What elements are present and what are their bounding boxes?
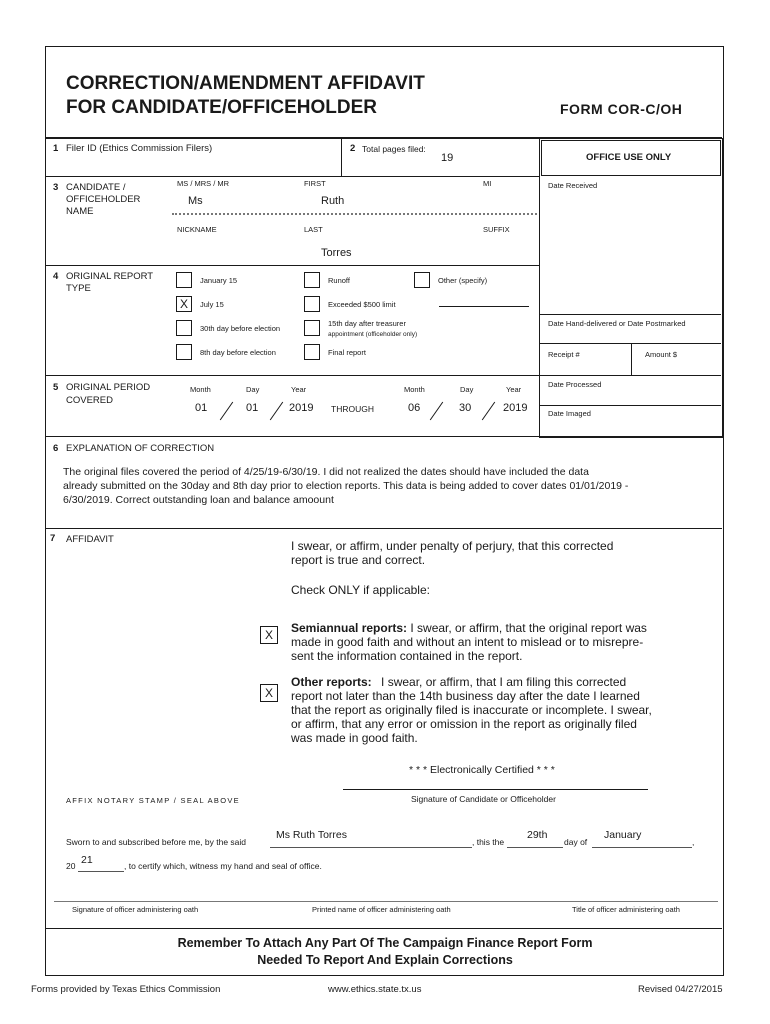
semiannual-line2: made in good faith and without an intent to mislead or to misrepre- — [291, 635, 644, 649]
sworn-name-value[interactable]: Ms Ruth Torres — [276, 829, 347, 841]
notary-stamp-label: AFFIX NOTARY STAMP / SEAL ABOVE — [66, 796, 240, 805]
to-month-value[interactable]: 06 — [408, 402, 421, 414]
other-reports-text1: I swear, or affirm, that I am filing this corrected — [381, 675, 627, 689]
section-3-number: 3 — [53, 182, 59, 193]
last-name-value[interactable]: Torres — [321, 247, 352, 259]
signature-candidate-label: Signature of Candidate or Officeholder — [411, 794, 556, 804]
date-received-label: Date Received — [548, 181, 598, 190]
divider — [46, 265, 539, 266]
day15-label-line2: appointment (officeholder only) — [328, 331, 418, 338]
day8-checkbox[interactable] — [176, 344, 192, 360]
divider — [540, 314, 721, 315]
explanation-line3[interactable]: 6/30/2019. Correct outstanding loan and balance amoount — [63, 494, 334, 506]
semiannual-text1: I swear, or affirm, that the original report was — [410, 621, 647, 635]
to-year-label: Year — [506, 385, 522, 394]
footer-left: Forms provided by Texas Ethics Commission — [31, 984, 221, 995]
salutation-value[interactable]: Ms — [188, 195, 203, 207]
semiannual-bold: Semiannual reports: — [291, 621, 408, 635]
mi-label: MI — [483, 179, 492, 188]
name-dotted-line — [172, 213, 537, 215]
receipt-label: Receipt # — [548, 350, 580, 359]
report-type-label-line1: ORIGINAL REPORT — [66, 271, 154, 282]
jul15-label: July 15 — [200, 300, 224, 309]
divider — [46, 928, 722, 929]
sworn-name-line — [270, 847, 472, 848]
from-day-value[interactable]: 01 — [246, 402, 259, 414]
from-day-label: Day — [246, 385, 260, 394]
report-type-label-line2: TYPE — [66, 283, 91, 294]
section-7-number: 7 — [50, 533, 56, 544]
amount-label: Amount $ — [645, 350, 678, 359]
to-day-label: Day — [460, 385, 474, 394]
explanation-line2[interactable]: already submitted on the 30day and 8th day prior to election reports. This data is being added to cover dates 01/01/2019 - — [63, 480, 629, 492]
reminder-line2: Needed To Report And Explain Corrections — [257, 953, 513, 967]
nickname-label: NICKNAME — [177, 225, 217, 234]
final-checkbox[interactable] — [304, 344, 320, 360]
total-pages-label: Total pages filed: — [362, 144, 426, 154]
sworn-day-value[interactable]: 29th — [527, 829, 548, 841]
runoff-checkbox[interactable] — [304, 272, 320, 288]
divider — [540, 375, 721, 376]
from-month-label: Month — [190, 385, 211, 394]
officer-signature-line — [54, 901, 718, 902]
divider — [46, 528, 722, 529]
form-code: FORM COR-C/OH — [560, 101, 683, 117]
this-the-label: , this the — [472, 837, 505, 847]
jan15-label: January 15 — [200, 276, 238, 285]
jul15-checkbox[interactable]: X — [176, 296, 192, 312]
year-line — [78, 871, 124, 872]
divider — [46, 176, 539, 177]
other-reports-line1 — [291, 676, 626, 688]
other-label: Other (specify) — [438, 276, 488, 285]
explanation-line1[interactable]: The original files covered the period of 4/25/19-6/30/19. I did not realized the dates should have included the data — [63, 466, 589, 478]
from-month-value[interactable]: 01 — [195, 402, 208, 414]
officer-title-label: Title of officer administering oath — [572, 905, 680, 914]
salutation-label: MS / MRS / MR — [177, 179, 230, 188]
other-reports-line5: was made in good faith. — [291, 731, 418, 745]
year-prefix: 20 — [66, 861, 76, 871]
other-checkbox[interactable] — [414, 272, 430, 288]
comma: , — [692, 837, 695, 847]
last-name-label: LAST — [304, 225, 323, 234]
section-1-number: 1 — [53, 143, 59, 154]
from-year-label: Year — [291, 385, 307, 394]
day-line — [507, 847, 563, 848]
day15-label-line1: 15th day after treasurer — [328, 319, 406, 328]
other-reports-line2: report not later than the 14th business day after the date I learned — [291, 689, 640, 703]
other-reports-line3: that the report as originally filed is inaccurate or incomplete. I swear, — [291, 703, 652, 717]
footer-center[interactable]: www.ethics.state.tx.us — [328, 984, 422, 995]
other-reports-line4: or affirm, that any error or omission in the report as originally filed — [291, 717, 637, 731]
divider — [46, 375, 539, 376]
first-name-label: FIRST — [304, 179, 326, 188]
other-specify-line — [439, 306, 529, 307]
candidate-label-line1: CANDIDATE / — [66, 182, 126, 193]
office-use-title: OFFICE USE ONLY — [586, 152, 672, 163]
divider — [341, 138, 342, 176]
form-title-line1: CORRECTION/AMENDMENT AFFIDAVIT — [66, 73, 425, 94]
final-label: Final report — [328, 348, 366, 357]
swear-line2: report is true and correct. — [291, 553, 426, 567]
date-processed-label: Date Processed — [548, 380, 602, 389]
suffix-label: SUFFIX — [483, 225, 510, 234]
officer-signature-label: Signature of officer administering oath — [72, 905, 199, 914]
swear-line1: I swear, or affirm, under penalty of perjury, that this corrected — [291, 539, 614, 553]
first-name-value[interactable]: Ruth — [321, 195, 345, 207]
from-year-value[interactable]: 2019 — [289, 402, 314, 414]
sworn-year-value[interactable]: 21 — [81, 854, 93, 866]
filer-id-label: Filer ID (Ethics Commission Filers) — [66, 143, 213, 154]
to-year-value[interactable]: 2019 — [503, 402, 528, 414]
through-label: THROUGH — [331, 404, 374, 414]
other-reports-bold: Other reports: — [291, 675, 372, 689]
semiannual-line3: sent the information contained in the report. — [291, 649, 523, 663]
electronically-certified[interactable]: * * * Electronically Certified * * * — [409, 764, 555, 776]
reminder-line1: Remember To Attach Any Part Of The Campaign Finance Report Form — [177, 936, 593, 950]
sworn-month-value[interactable]: January — [604, 829, 642, 841]
signature-line — [343, 789, 648, 790]
day-of-label: day of — [564, 837, 588, 847]
semiannual-checkbox[interactable]: X — [260, 626, 278, 644]
day15-checkbox[interactable] — [304, 320, 320, 336]
other-reports-checkbox[interactable]: X — [260, 684, 278, 702]
exceeded-label: Exceeded $500 limit — [328, 300, 396, 309]
section-5-number: 5 — [53, 382, 59, 393]
affidavit-label: AFFIDAVIT — [66, 534, 114, 545]
divider — [540, 405, 721, 406]
section-6-number: 6 — [53, 443, 59, 454]
period-label-line2: COVERED — [66, 395, 113, 406]
jan15-checkbox[interactable] — [176, 272, 192, 288]
to-month-label: Month — [404, 385, 425, 394]
total-pages-value[interactable]: 19 — [441, 152, 454, 164]
officer-printed-label: Printed name of officer administering oath — [312, 905, 451, 914]
runoff-label: Runoff — [328, 276, 350, 285]
explanation-label: EXPLANATION OF CORRECTION — [66, 443, 215, 454]
candidate-label-line2: OFFICEHOLDER — [66, 194, 141, 205]
sworn-prefix: Sworn to and subscribed before me, by the said — [66, 837, 247, 847]
to-day-value[interactable]: 30 — [459, 402, 472, 414]
check-only-text: Check ONLY if applicable: — [291, 583, 430, 597]
divider — [46, 436, 722, 437]
day8-label: 8th day before election — [200, 348, 276, 357]
divider — [631, 343, 632, 375]
section-4-number: 4 — [53, 271, 59, 282]
day30-label: 30th day before election — [200, 324, 281, 333]
semiannual-line1 — [291, 622, 647, 634]
section-2-number: 2 — [350, 143, 356, 154]
exceeded-checkbox[interactable] — [304, 296, 320, 312]
footer-right: Revised 04/27/2015 — [638, 984, 723, 995]
candidate-label-line3: NAME — [66, 206, 94, 217]
day30-checkbox[interactable] — [176, 320, 192, 336]
date-imaged-label: Date Imaged — [548, 409, 591, 418]
date-hand-delivered-label: Date Hand-delivered or Date Postmarked — [548, 319, 686, 328]
form-title-line2: FOR CANDIDATE/OFFICEHOLDER — [66, 97, 378, 118]
period-label-line1: ORIGINAL PERIOD — [66, 382, 151, 393]
month-line — [592, 847, 692, 848]
certify-text: , to certify which, witness my hand and seal of office. — [124, 861, 322, 871]
